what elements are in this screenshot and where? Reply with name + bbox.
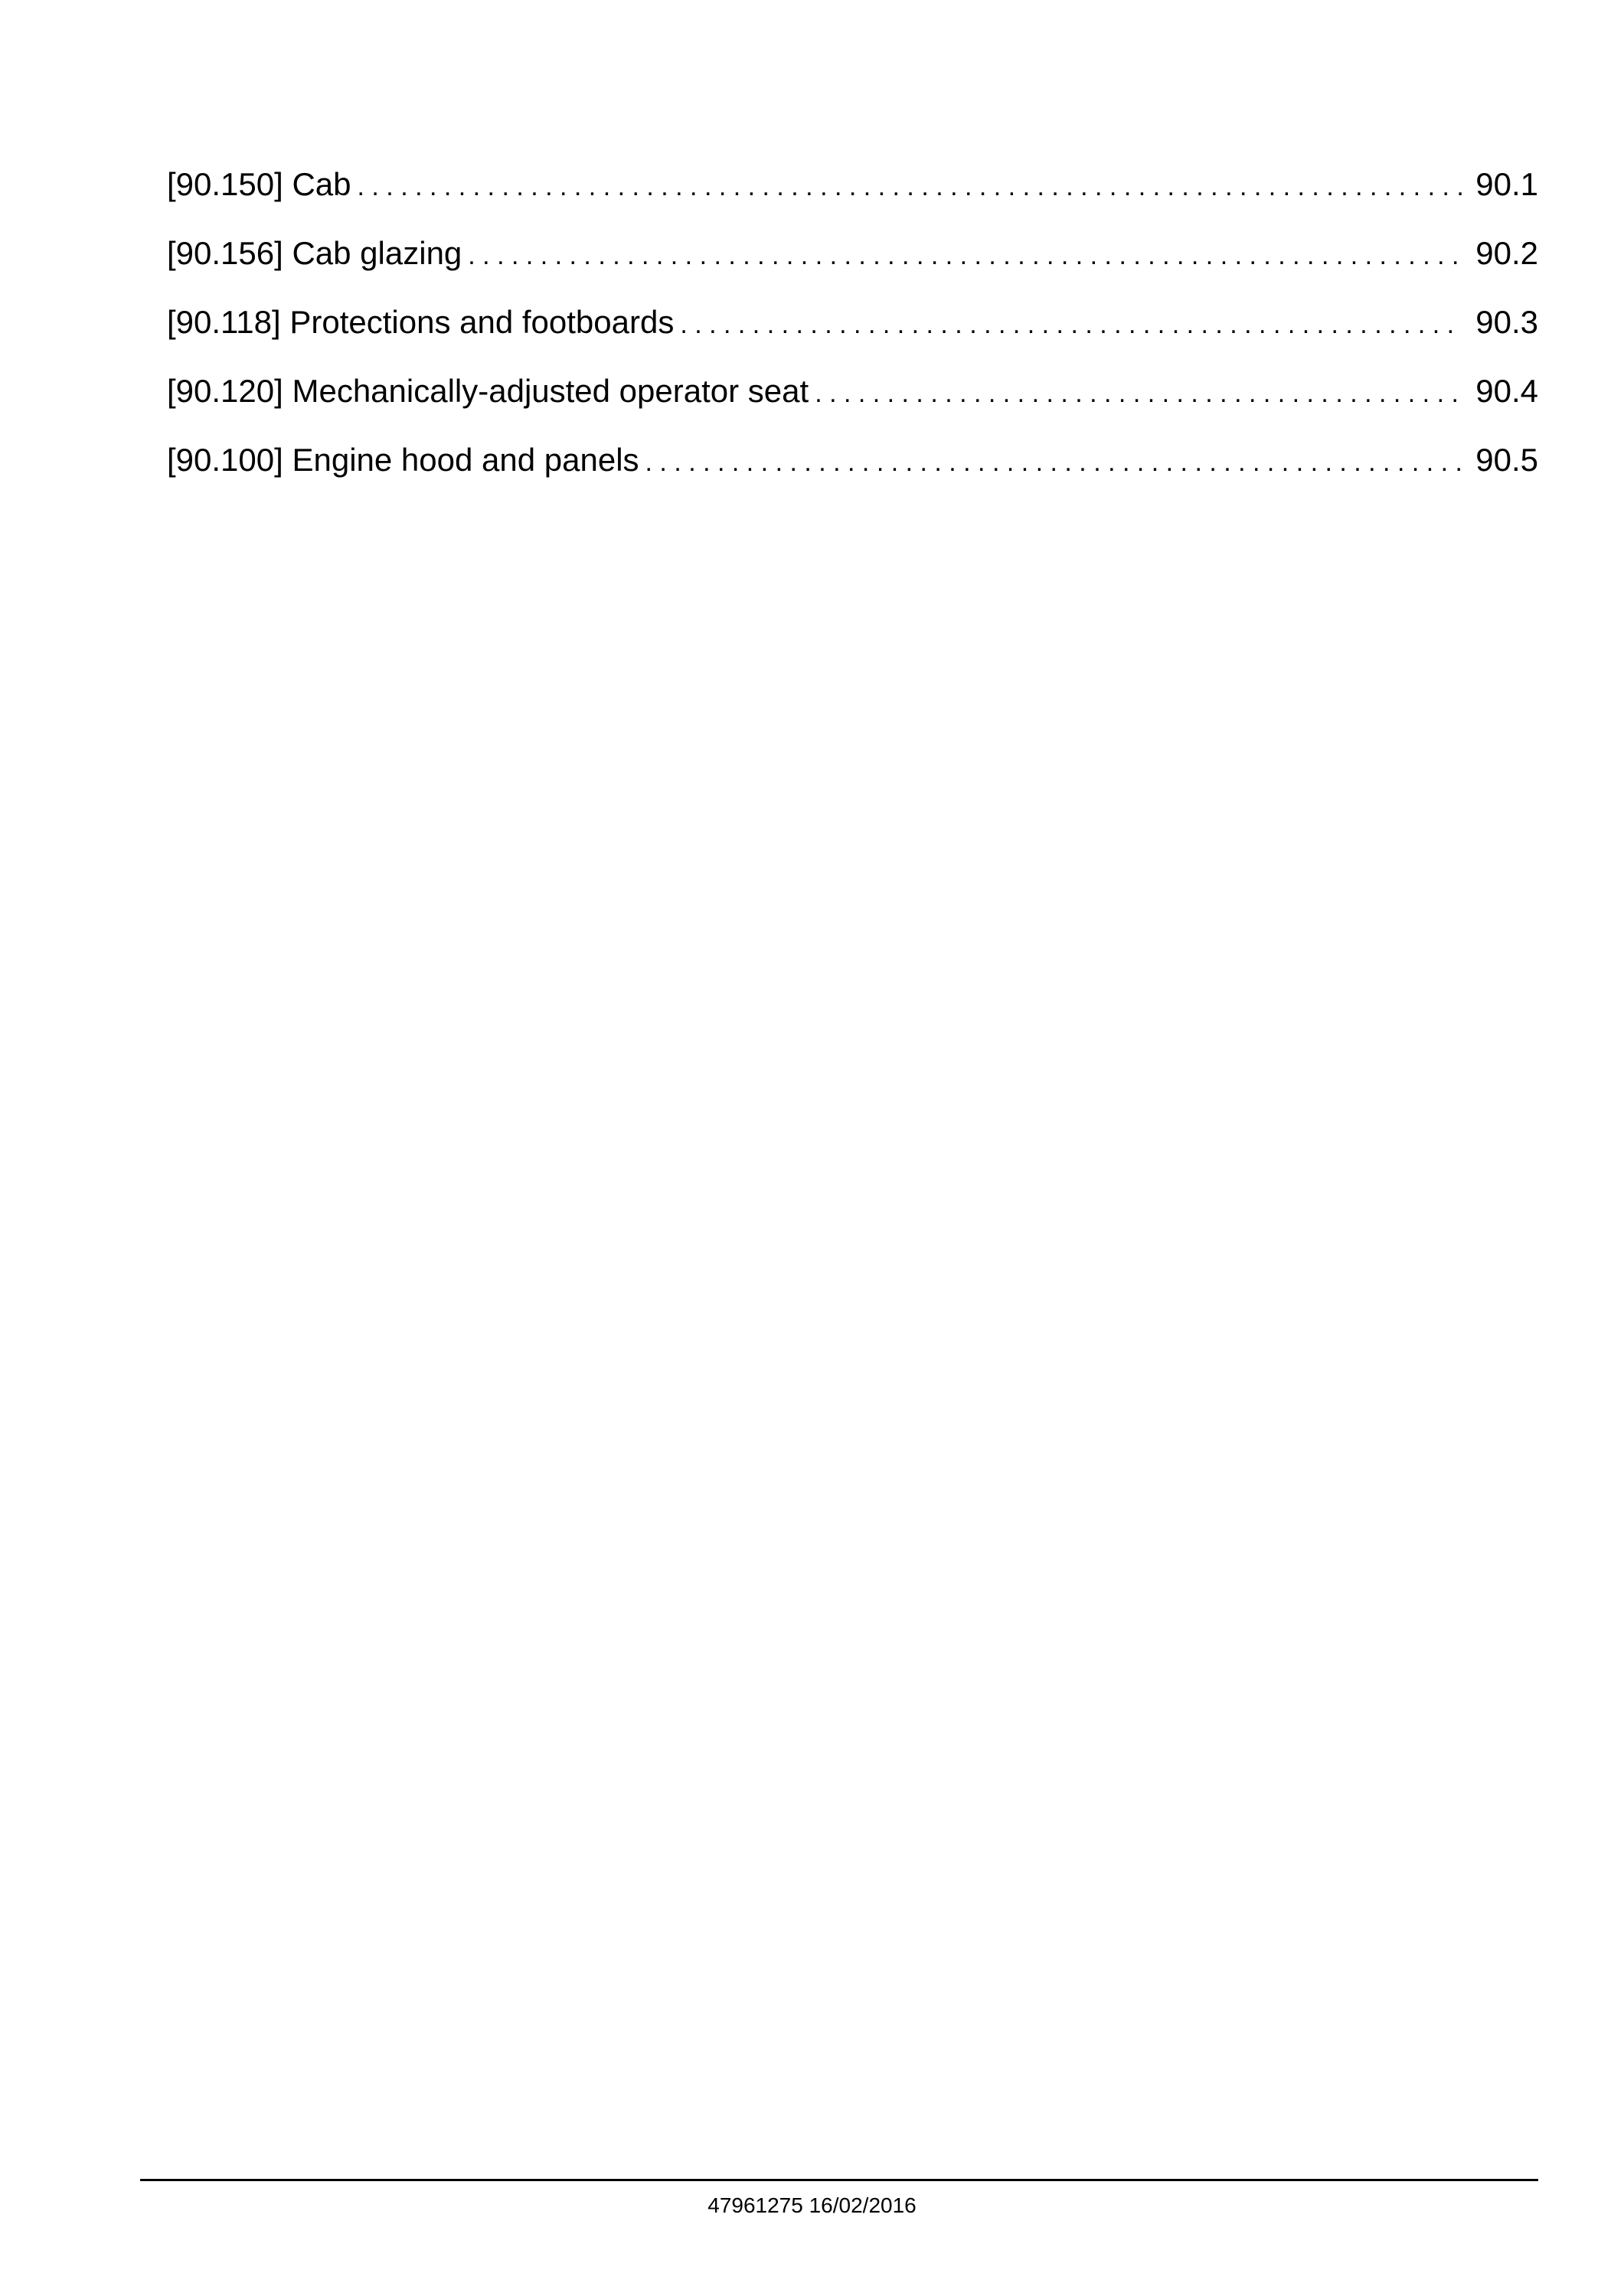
- toc-entry-page-number: 90.5: [1475, 442, 1538, 478]
- toc-dot-leader: [815, 377, 1462, 410]
- toc-entry-page-number: 90.1: [1475, 166, 1538, 202]
- toc-entry-title: [90.156] Cab glazing: [167, 235, 462, 271]
- toc-entry-page-number: 90.2: [1475, 235, 1538, 271]
- toc-entry-cab[interactable]: [167, 168, 1538, 237]
- toc-entry-page-number: 90.4: [1475, 373, 1538, 409]
- toc-entry-protections-and-footboards[interactable]: [167, 306, 1538, 375]
- toc-dot-leader: [468, 240, 1462, 272]
- table-of-contents: [167, 168, 1538, 513]
- toc-entry-title: [90.150] Cab: [167, 166, 351, 202]
- toc-dot-leader: [645, 446, 1462, 478]
- toc-entry-engine-hood-and-panels[interactable]: [167, 444, 1538, 513]
- toc-dot-leader: [358, 171, 1462, 203]
- toc-entry-cab-glazing[interactable]: [167, 237, 1538, 306]
- toc-entry-page-number: 90.3: [1475, 304, 1538, 340]
- toc-entry-title: [90.120] Mechanically-adjusted operator seat: [167, 373, 809, 409]
- toc-entry-title: [90.118] Protections and footboards: [167, 304, 675, 340]
- footer-document-id-date: 47961275 16/02/2016: [707, 2193, 917, 2217]
- toc-entry-title: [90.100] Engine hood and panels: [167, 442, 639, 478]
- toc-dot-leader: [680, 309, 1462, 341]
- toc-entry-operator-seat[interactable]: [167, 375, 1538, 444]
- footer-divider: [140, 2179, 1538, 2181]
